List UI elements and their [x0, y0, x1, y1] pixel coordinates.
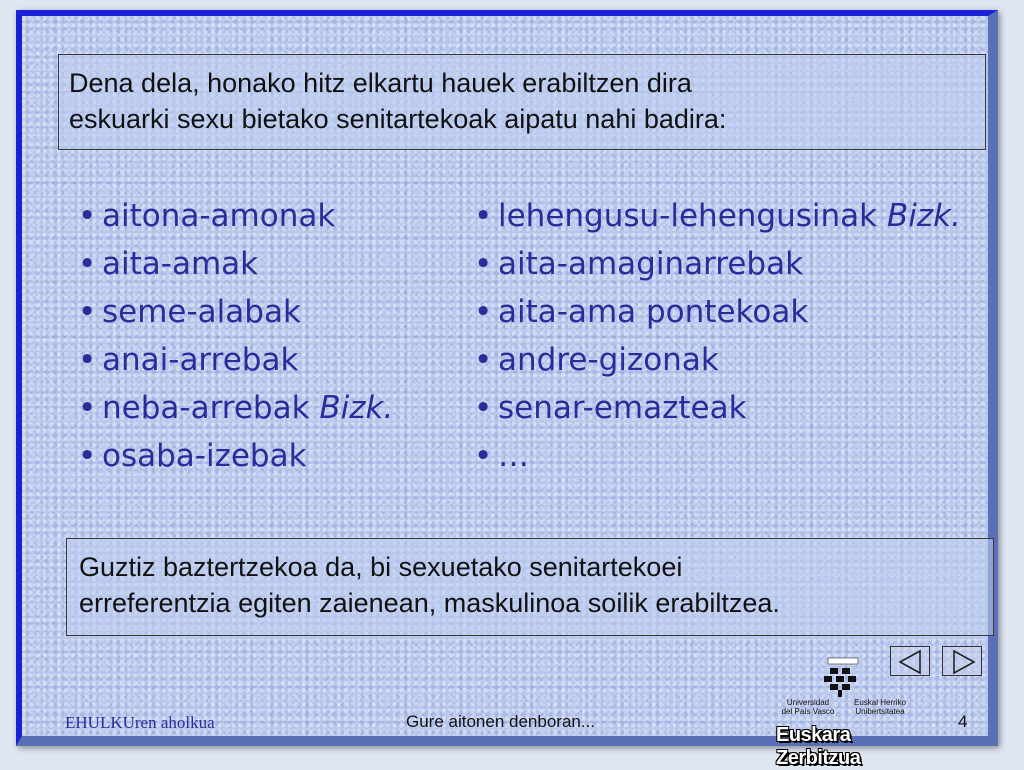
service-name: Euskara Zerbitzua: [776, 724, 861, 769]
footer-center-text: Gure aitonen denboran...: [406, 712, 596, 731]
list-item: • …: [474, 432, 961, 480]
warning-line-1: Guztiz baztertzekoa da, bi sexuetako senitartekoei: [79, 552, 683, 582]
list-item: • aita-amaginarrebak: [474, 240, 961, 288]
intro-line-1: Dena dela, honako hitz elkartu hauek erabiltzen dira: [69, 68, 692, 98]
bullet-icon: •: [474, 246, 493, 282]
next-slide-button[interactable]: [942, 646, 982, 676]
university-name-es: Universidad del País Vasco: [781, 698, 835, 716]
list-item: • andre-gizonak: [474, 336, 961, 384]
abbreviation-bizk: Bizk.: [319, 390, 394, 426]
bullet-icon: •: [474, 198, 493, 234]
university-name-eu: Euskal Herriko Unibertsitatea: [853, 698, 906, 716]
bullet-icon: •: [78, 246, 97, 282]
warning-line-2: erreferentzia egiten zaienean, maskulinoa soilik erabiltzea.: [79, 588, 780, 618]
slide-number: 4: [958, 712, 968, 731]
list-item: • lehengusu-lehengusinak Bizk.: [474, 192, 961, 240]
triangle-right-icon: [943, 647, 983, 677]
bullet-icon: •: [78, 438, 97, 474]
list-item: • anai-arrebak: [78, 336, 393, 384]
list-item: • senar-emazteak: [474, 384, 961, 432]
bullet-icon: •: [78, 294, 97, 330]
list-item: • seme-alabak: [78, 288, 393, 336]
bullet-icon: •: [474, 342, 493, 378]
footer-left-text: EHULKUren aholkua: [65, 713, 215, 732]
right-term-list: [474, 192, 961, 480]
intro-line-2: eskuarki sexu bietako senitartekoak aipatu nahi badira:: [69, 104, 727, 134]
bullet-icon: •: [474, 390, 493, 426]
university-logo: [772, 656, 922, 769]
list-item: • aita-ama pontekoak: [474, 288, 961, 336]
abbreviation-bizk: Bizk.: [886, 198, 961, 234]
left-term-list: [78, 192, 393, 480]
intro-text-box: [58, 54, 986, 150]
list-item: • neba-arrebak Bizk.: [78, 384, 393, 432]
slide: [16, 10, 998, 769]
upv-ehu-tree-icon: [772, 656, 922, 698]
list-item: • osaba-izebak: [78, 432, 393, 480]
list-item: • aitona-amonak: [78, 192, 393, 240]
bullet-icon: •: [78, 198, 97, 234]
list-item: • aita-amak: [78, 240, 393, 288]
bullet-icon: •: [78, 342, 97, 378]
bullet-icon: •: [474, 438, 493, 474]
warning-text-box: [66, 538, 994, 636]
bullet-icon: •: [474, 294, 493, 330]
bullet-icon: •: [78, 390, 97, 426]
